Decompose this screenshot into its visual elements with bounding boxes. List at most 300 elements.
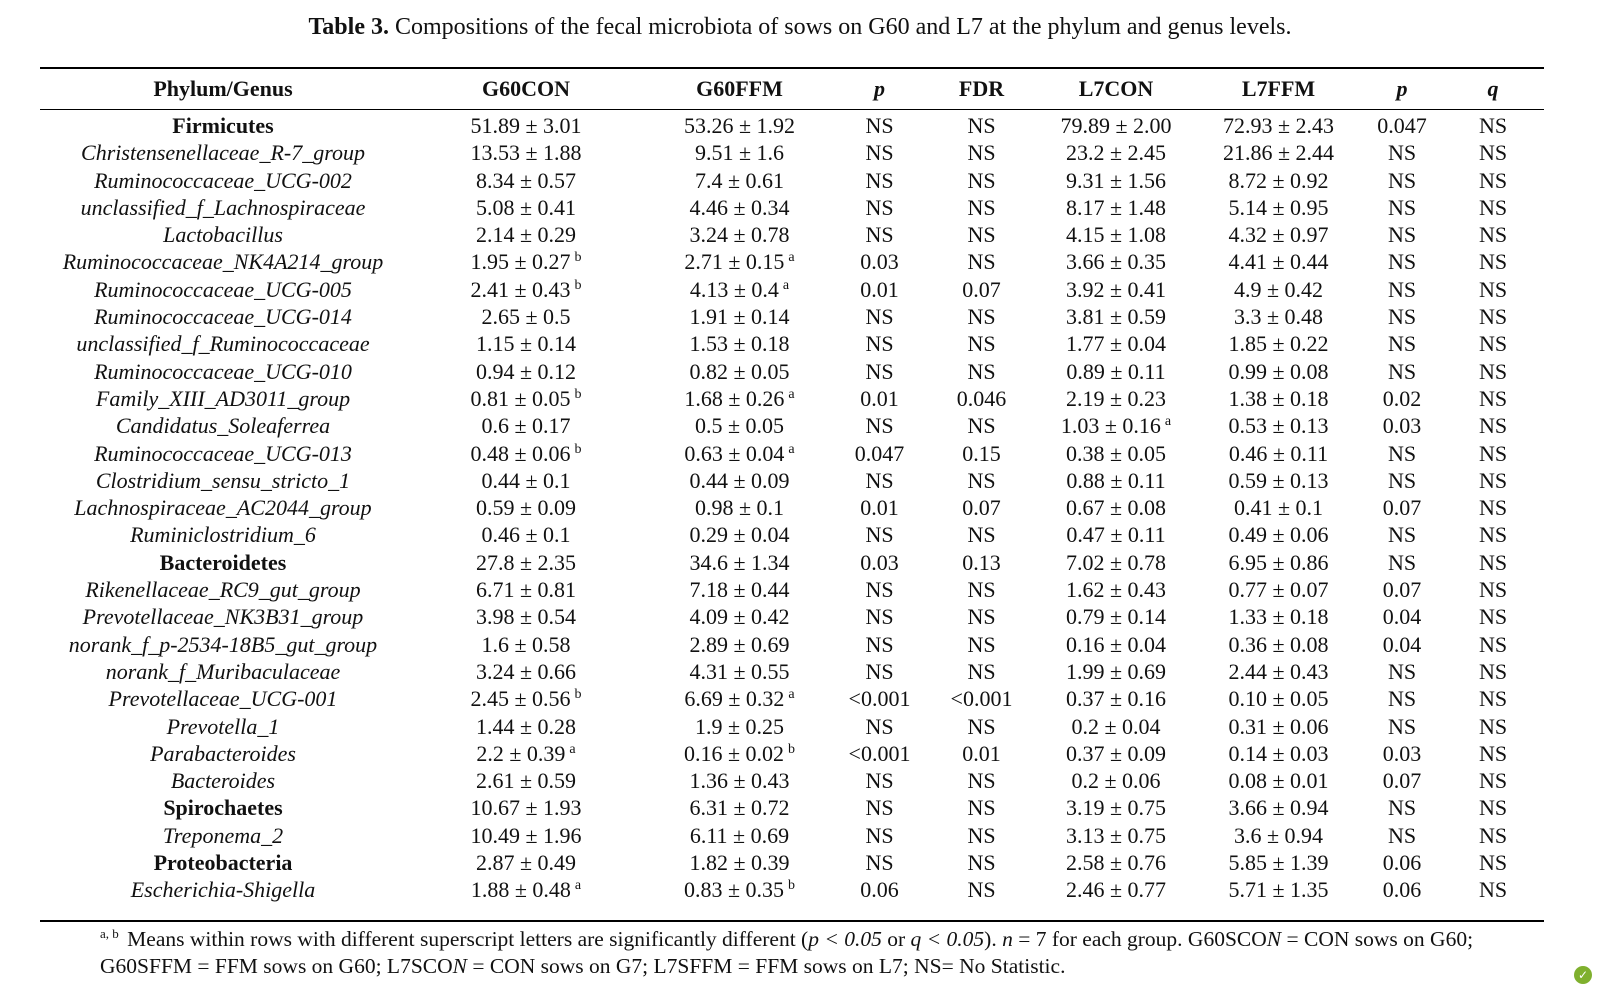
row-name-value: Candidatus_Soleaferrea (115, 413, 331, 439)
row-name-value: Escherichia-Shigella (130, 877, 316, 903)
cell-g60ffm-value: 1.53 ± 0.18 (689, 331, 790, 357)
cell-p-g60 (833, 194, 926, 221)
cell-q-value: NS (1478, 604, 1508, 630)
cell-q (1442, 330, 1544, 357)
cell-l7con (1037, 358, 1195, 385)
cell-p-l7-value: NS (1387, 795, 1417, 821)
cell-q (1442, 167, 1544, 194)
cell-p-l7 (1362, 139, 1442, 166)
cell-g60ffm-value: 1.9 ± 0.25 (694, 713, 785, 739)
cell-p-l7 (1362, 767, 1442, 794)
cell-g60con-value: 3.24 ± 0.66 (475, 658, 577, 684)
cell-fdr-value: NS (967, 577, 996, 603)
cell-l7ffm (1195, 876, 1362, 903)
cell-g60con-value: 8.34 ± 0.57 (475, 167, 577, 193)
cell-q-value: NS (1478, 331, 1508, 357)
cell-p-l7-value: NS (1387, 467, 1417, 493)
cell-p-l7-value: 0.04 (1382, 631, 1422, 657)
cell-p-l7 (1362, 494, 1442, 521)
cell-g60ffm (646, 549, 833, 576)
cell-l7con-value: 3.19 ± 0.75 (1065, 795, 1167, 821)
cell-l7con (1037, 139, 1195, 166)
cell-p-g60 (833, 139, 926, 166)
col-header-l7ffm: L7FFM (1241, 76, 1316, 101)
cell-l7ffm-value: 1.85 ± 0.22 (1228, 331, 1329, 357)
cell-q (1442, 876, 1544, 903)
table-row (40, 385, 1544, 412)
cell-p-l7 (1362, 658, 1442, 685)
cell-l7con-value: 79.89 ± 2.00 (1060, 113, 1172, 138)
cell-q-value: NS (1478, 222, 1508, 248)
cell-q-value: NS (1478, 877, 1508, 903)
cell-g60ffm (646, 876, 833, 903)
cell-l7ffm-value: 3.6 ± 0.94 (1233, 822, 1324, 848)
cell-l7con-value: 0.2 ± 0.06 (1071, 768, 1161, 794)
cell-p-l7 (1362, 603, 1442, 630)
significance-superscript: b (574, 277, 582, 293)
cell-p-l7 (1362, 576, 1442, 603)
cell-g60con (406, 876, 646, 903)
cell-g60con (406, 685, 646, 712)
cell-g60con (406, 467, 646, 494)
cell-l7ffm-value: 0.99 ± 0.08 (1228, 358, 1329, 384)
cell-fdr (926, 822, 1037, 849)
cell-fdr (926, 685, 1037, 712)
cell-p-g60-value: NS (865, 577, 894, 603)
significance-superscript: a (788, 687, 795, 703)
header-row (40, 70, 1544, 108)
cell-fdr-value: NS (967, 604, 996, 630)
cell-g60con (406, 740, 646, 767)
cell-fdr (926, 631, 1037, 658)
col-header-g60ffm: G60FFM (696, 76, 783, 101)
significance-superscript: a (1164, 414, 1172, 430)
significance-superscript: b (574, 250, 582, 266)
cell-g60ffm (646, 658, 833, 685)
cell-l7ffm-value: 4.32 ± 0.97 (1228, 222, 1329, 248)
row-name (40, 108, 406, 139)
cell-fdr-value: <0.001 (950, 686, 1013, 712)
cell-l7con-value: 0.37 ± 0.16 (1065, 686, 1167, 712)
table-row (40, 576, 1544, 603)
cell-l7con (1037, 467, 1195, 494)
cell-q (1442, 385, 1544, 412)
cell-fdr-value: 0.13 (962, 549, 1001, 575)
cell-l7ffm-value: 0.46 ± 0.11 (1228, 440, 1329, 466)
cell-q-value: NS (1478, 822, 1508, 848)
table-row (40, 740, 1544, 767)
microbiota-table (40, 70, 1544, 904)
row-name (40, 549, 406, 576)
cell-l7con-value: 1.99 ± 0.69 (1065, 658, 1167, 684)
row-name-value: Ruminococcaceae_UCG-014 (94, 304, 352, 330)
row-name-value: Firmicutes (172, 113, 274, 138)
cell-p-l7-value: NS (1387, 140, 1417, 166)
row-name-value: Ruminococcaceae_UCG-013 (94, 440, 352, 466)
cell-q (1442, 139, 1544, 166)
cell-fdr (926, 740, 1037, 767)
cell-g60ffm (646, 108, 833, 139)
cell-fdr (926, 794, 1037, 821)
cell-g60con (406, 167, 646, 194)
cell-g60ffm (646, 167, 833, 194)
cell-p-g60 (833, 358, 926, 385)
cell-p-g60-value: NS (865, 850, 894, 876)
footnote-text: Means within rows with different superscript letters are significantly different ( (127, 927, 809, 951)
cell-l7con (1037, 849, 1195, 876)
row-name (40, 631, 406, 658)
footnote-text: = CON sows on G60; G60SFFM = FFM sows on G60; L7SCO (100, 927, 1474, 978)
cell-fdr (926, 767, 1037, 794)
significance-superscript: b (574, 687, 582, 703)
cell-q-value: NS (1478, 167, 1508, 193)
table-row (40, 494, 1544, 521)
cell-p-l7 (1362, 685, 1442, 712)
table-row (40, 139, 1544, 166)
cell-l7con-value: 7.02 ± 0.78 (1065, 549, 1167, 575)
check-updates-icon[interactable]: ✓ (1574, 966, 1592, 984)
cell-l7con-value: 2.58 ± 0.76 (1065, 850, 1167, 876)
cell-g60ffm (646, 631, 833, 658)
cell-l7con (1037, 108, 1195, 139)
cell-p-g60 (833, 108, 926, 139)
cell-q-value: NS (1478, 850, 1508, 876)
cell-p-l7 (1362, 713, 1442, 740)
cell-g60ffm-value: 4.46 ± 0.34 (689, 194, 790, 220)
cell-l7ffm (1195, 549, 1362, 576)
cell-g60con-value: 2.2 ± 0.39 (476, 740, 566, 766)
cell-g60ffm-value: 0.29 ± 0.04 (689, 522, 790, 548)
cell-q (1442, 521, 1544, 548)
table-row (40, 412, 1544, 439)
cell-g60ffm-value: 0.63 ± 0.04 (684, 440, 785, 466)
cell-g60con-value: 0.44 ± 0.1 (481, 467, 571, 493)
cell-g60con (406, 494, 646, 521)
cell-fdr (926, 385, 1037, 412)
cell-fdr (926, 521, 1037, 548)
cell-l7con-value: 1.77 ± 0.04 (1065, 331, 1167, 357)
row-name (40, 194, 406, 221)
row-name-value: norank_f_p-2534-18B5_gut_group (68, 631, 378, 657)
table-row (40, 767, 1544, 794)
cell-l7con-value: 1.03 ± 0.16 (1060, 413, 1161, 439)
cell-l7ffm (1195, 167, 1362, 194)
cell-q (1442, 108, 1544, 139)
cell-g60ffm (646, 849, 833, 876)
cell-p-g60-value: NS (865, 658, 894, 684)
cell-q-value: NS (1478, 358, 1508, 384)
cell-l7con (1037, 167, 1195, 194)
cell-p-g60 (833, 658, 926, 685)
cell-p-g60 (833, 303, 926, 330)
cell-p-l7-value: 0.06 (1382, 850, 1422, 876)
cell-p-g60-value: NS (865, 222, 894, 248)
cell-p-g60-value: NS (865, 304, 894, 330)
cell-l7ffm-value: 3.3 ± 0.48 (1233, 304, 1324, 330)
cell-g60ffm (646, 603, 833, 630)
cell-p-l7 (1362, 248, 1442, 275)
cell-p-g60-value: NS (865, 167, 894, 193)
cell-p-g60-value: NS (865, 413, 894, 439)
cell-l7con (1037, 330, 1195, 357)
cell-p-g60 (833, 740, 926, 767)
cell-q (1442, 631, 1544, 658)
cell-g60ffm-value: 0.98 ± 0.1 (694, 495, 785, 521)
cell-q (1442, 658, 1544, 685)
row-name-value: Proteobacteria (153, 850, 293, 876)
cell-p-l7 (1362, 440, 1442, 467)
cell-q (1442, 713, 1544, 740)
row-name-value: Prevotella_1 (166, 713, 280, 739)
cell-g60con (406, 767, 646, 794)
cell-p-g60 (833, 767, 926, 794)
cell-l7con (1037, 876, 1195, 903)
cell-g60ffm (646, 139, 833, 166)
cell-p-g60 (833, 603, 926, 630)
cell-g60ffm-value: 4.31 ± 0.55 (689, 658, 790, 684)
cell-p-g60 (833, 631, 926, 658)
row-name-value: Ruminiclostridium_6 (130, 522, 316, 548)
significance-superscript: a (782, 277, 790, 293)
cell-g60ffm (646, 330, 833, 357)
cell-g60con-value: 10.67 ± 1.93 (470, 795, 582, 821)
cell-fdr-value: NS (967, 167, 996, 193)
table-row (40, 248, 1544, 275)
table-row (40, 303, 1544, 330)
cell-fdr (926, 549, 1037, 576)
cell-fdr (926, 876, 1037, 903)
cell-g60ffm (646, 248, 833, 275)
cell-q (1442, 849, 1544, 876)
significance-superscript: b (574, 441, 582, 457)
cell-g60con-value: 1.95 ± 0.27 (470, 249, 571, 275)
row-name-value: Christensenellaceae_R-7_group (81, 140, 365, 166)
cell-g60con (406, 576, 646, 603)
row-name (40, 685, 406, 712)
cell-p-g60 (833, 794, 926, 821)
cell-p-g60 (833, 412, 926, 439)
table-row (40, 194, 1544, 221)
cell-l7ffm (1195, 412, 1362, 439)
cell-l7con (1037, 440, 1195, 467)
cell-g60ffm-value: 0.44 ± 0.09 (689, 467, 790, 493)
cell-g60ffm-value: 1.82 ± 0.39 (689, 850, 790, 876)
cell-p-l7 (1362, 521, 1442, 548)
footnote-superscript: a, b (100, 926, 119, 941)
cell-g60ffm (646, 412, 833, 439)
cell-fdr-value: NS (967, 850, 996, 876)
cell-p-l7 (1362, 631, 1442, 658)
cell-q-value: NS (1478, 740, 1508, 766)
cell-l7con-value: 0.38 ± 0.05 (1065, 440, 1167, 466)
cell-g60ffm-value: 3.24 ± 0.78 (689, 222, 790, 248)
cell-q-value: NS (1478, 194, 1508, 220)
table-row (40, 108, 1544, 139)
cell-g60ffm-value: 7.4 ± 0.61 (694, 167, 785, 193)
cell-g60con-value: 13.53 ± 1.88 (470, 140, 582, 166)
cell-l7con-value: 0.79 ± 0.14 (1065, 604, 1167, 630)
cell-p-g60-value: NS (865, 194, 894, 220)
cell-g60ffm-value: 34.6 ± 1.34 (689, 549, 790, 575)
row-name (40, 412, 406, 439)
cell-l7con-value: 1.62 ± 0.43 (1065, 577, 1167, 603)
row-name (40, 740, 406, 767)
table-row (40, 276, 1544, 303)
cell-p-l7 (1362, 108, 1442, 139)
row-name (40, 658, 406, 685)
cell-p-g60 (833, 685, 926, 712)
cell-g60ffm-value: 1.36 ± 0.43 (689, 768, 790, 794)
cell-g60ffm (646, 303, 833, 330)
cell-l7ffm (1195, 822, 1362, 849)
cell-p-g60 (833, 521, 926, 548)
cell-p-l7 (1362, 740, 1442, 767)
cell-l7con-value: 3.81 ± 0.59 (1065, 304, 1167, 330)
cell-l7ffm-value: 5.14 ± 0.95 (1228, 194, 1329, 220)
cell-l7con (1037, 740, 1195, 767)
cell-g60con-value: 51.89 ± 3.01 (470, 113, 582, 138)
cell-p-l7-value: NS (1387, 358, 1417, 384)
cell-fdr (926, 658, 1037, 685)
cell-g60ffm-value: 6.31 ± 0.72 (689, 795, 790, 821)
row-name (40, 221, 406, 248)
cell-l7con (1037, 631, 1195, 658)
cell-l7ffm (1195, 849, 1362, 876)
row-name-value: Bacteroides (170, 768, 276, 794)
cell-l7ffm (1195, 194, 1362, 221)
cell-p-l7 (1362, 221, 1442, 248)
footnote-n: n (1002, 927, 1013, 951)
cell-l7con-value: 0.16 ± 0.04 (1065, 631, 1167, 657)
table-row (40, 658, 1544, 685)
cell-l7con (1037, 603, 1195, 630)
cell-l7con (1037, 412, 1195, 439)
cell-l7ffm (1195, 440, 1362, 467)
cell-q (1442, 794, 1544, 821)
cell-p-g60 (833, 876, 926, 903)
cell-fdr-value: NS (967, 795, 996, 821)
cell-l7ffm-value: 0.36 ± 0.08 (1228, 631, 1329, 657)
cell-p-l7-value: 0.02 (1382, 385, 1422, 411)
col-header-phylum-genus: Phylum/Genus (153, 76, 293, 101)
cell-g60con-value: 2.41 ± 0.43 (470, 276, 571, 302)
table-row (40, 849, 1544, 876)
cell-p-g60 (833, 221, 926, 248)
cell-g60ffm (646, 521, 833, 548)
cell-p-l7 (1362, 330, 1442, 357)
cell-l7con-value: 0.67 ± 0.08 (1065, 495, 1167, 521)
cell-g60con-value: 5.08 ± 0.41 (475, 194, 577, 220)
cell-l7ffm-value: 0.14 ± 0.03 (1228, 740, 1329, 766)
row-name-value: Lachnospiraceae_AC2044_group (74, 495, 372, 521)
table-row (40, 822, 1544, 849)
cell-l7ffm-value: 5.71 ± 1.35 (1228, 877, 1329, 903)
row-name-value: Prevotellaceae_UCG-001 (108, 686, 338, 712)
cell-g60con (406, 658, 646, 685)
cell-l7con (1037, 494, 1195, 521)
cell-l7con-value: 2.46 ± 0.77 (1065, 877, 1167, 903)
cell-g60ffm (646, 358, 833, 385)
cell-l7con-value: 3.13 ± 0.75 (1065, 822, 1167, 848)
cell-fdr-value: NS (967, 331, 996, 357)
row-name (40, 330, 406, 357)
table-row (40, 358, 1544, 385)
cell-g60ffm-value: 9.51 ± 1.6 (694, 140, 785, 166)
cell-l7con-value: 4.15 ± 1.08 (1065, 222, 1167, 248)
cell-fdr-value: NS (967, 249, 996, 275)
cell-l7ffm-value: 6.95 ± 0.86 (1228, 549, 1329, 575)
cell-q-value: NS (1478, 658, 1508, 684)
cell-p-l7-value: NS (1387, 549, 1417, 575)
cell-g60ffm (646, 713, 833, 740)
cell-fdr (926, 194, 1037, 221)
footnote-condition-p: p < 0.05 (808, 927, 882, 951)
cell-l7ffm (1195, 767, 1362, 794)
significance-superscript: a (788, 250, 795, 266)
cell-l7ffm (1195, 467, 1362, 494)
cell-p-l7-value: 0.03 (1382, 413, 1422, 439)
cell-fdr-value: NS (967, 713, 996, 739)
cell-l7ffm-value: 0.59 ± 0.13 (1228, 467, 1329, 493)
cell-l7con (1037, 248, 1195, 275)
col-header-p-g60: p (874, 76, 885, 101)
cell-g60con-value: 0.46 ± 0.1 (481, 522, 571, 548)
cell-g60ffm-value: 1.91 ± 0.14 (689, 304, 790, 330)
cell-q (1442, 740, 1544, 767)
cell-g60con-value: 0.6 ± 0.17 (481, 413, 571, 439)
cell-fdr (926, 303, 1037, 330)
cell-fdr (926, 248, 1037, 275)
footnote-condition-q: q < 0.05 (910, 927, 985, 951)
row-name (40, 440, 406, 467)
cell-p-g60-value: NS (865, 713, 894, 739)
cell-l7ffm-value: 5.85 ± 1.39 (1228, 850, 1329, 876)
row-name-value: norank_f_Muribaculaceae (105, 658, 341, 684)
row-name (40, 849, 406, 876)
cell-p-l7-value: 0.07 (1382, 495, 1422, 521)
cell-p-g60 (833, 713, 926, 740)
cell-p-l7 (1362, 385, 1442, 412)
cell-q (1442, 194, 1544, 221)
cell-p-l7-value: NS (1387, 249, 1417, 275)
cell-q (1442, 412, 1544, 439)
cell-g60con (406, 713, 646, 740)
row-name (40, 467, 406, 494)
cell-l7con (1037, 658, 1195, 685)
cell-fdr-value: NS (967, 877, 996, 903)
cell-l7con (1037, 685, 1195, 712)
table-label: Table 3. (308, 14, 389, 40)
cell-g60con-value: 10.49 ± 1.96 (470, 822, 582, 848)
cell-fdr-value: 0.046 (956, 385, 1007, 411)
col-header-l7con: L7CON (1078, 76, 1154, 101)
cell-fdr-value: NS (967, 304, 996, 330)
cell-p-g60 (833, 330, 926, 357)
cell-q (1442, 494, 1544, 521)
cell-p-l7-value: 0.04 (1382, 604, 1422, 630)
cell-q (1442, 603, 1544, 630)
row-name-value: Family_XIII_AD3011_group (95, 385, 351, 411)
cell-l7con (1037, 194, 1195, 221)
cell-l7con (1037, 221, 1195, 248)
cell-g60con (406, 631, 646, 658)
cell-g60con (406, 248, 646, 275)
cell-l7con (1037, 822, 1195, 849)
cell-l7ffm (1195, 248, 1362, 275)
footnote-italic-n: N (452, 954, 467, 978)
footnote-or: or (881, 927, 911, 951)
cell-q-value: NS (1478, 522, 1508, 548)
